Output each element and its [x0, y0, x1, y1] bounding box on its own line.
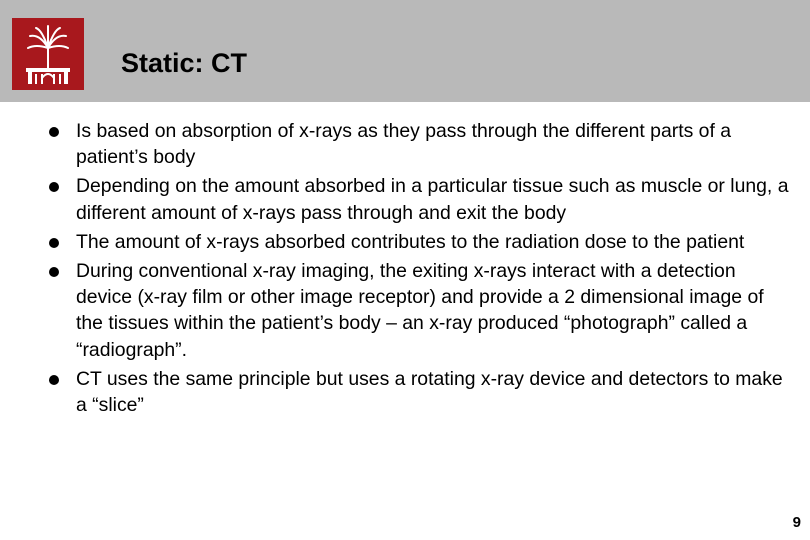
- bullet-text: The amount of x-rays absorbed contributes to the radiation dose to the patient: [76, 230, 745, 253]
- slide-title: Static: CT: [121, 48, 248, 78]
- bullet-dot-icon: [49, 127, 59, 137]
- bullet-dot-icon: [49, 375, 59, 385]
- bullet-list: [49, 118, 789, 421]
- bullet-text: During conventional x-ray imaging, the exiting x-rays interact with a detection device (x-ray film or other image receptor) and provide a 2 dimensional image of the tissues within the patient’s body – an x-ray produced “photograph” called a “radiograph”.: [76, 260, 764, 361]
- bullet-item: [49, 258, 789, 363]
- university-logo-icon: [12, 18, 84, 90]
- bullet-dot-icon: [49, 267, 59, 277]
- bullet-dot-icon: [49, 238, 59, 248]
- bullet-dot-icon: [49, 182, 59, 192]
- bullet-text: Is based on absorption of x-rays as they pass through the different parts of a patient’s body: [76, 120, 732, 169]
- page-number: 9: [792, 514, 801, 531]
- bullet-item: [49, 118, 789, 170]
- bullet-text: CT uses the same principle but uses a rotating x-ray device and detectors to make a “slice”: [76, 367, 783, 417]
- bullet-item: [49, 173, 789, 225]
- bullet-item: [49, 229, 789, 255]
- bullet-text: Depending on the amount absorbed in a particular tissue such as muscle or lung, a different amount of x-rays pass through and exit the body: [76, 175, 789, 224]
- slide-header: [0, 0, 810, 102]
- bullet-item: [49, 366, 789, 418]
